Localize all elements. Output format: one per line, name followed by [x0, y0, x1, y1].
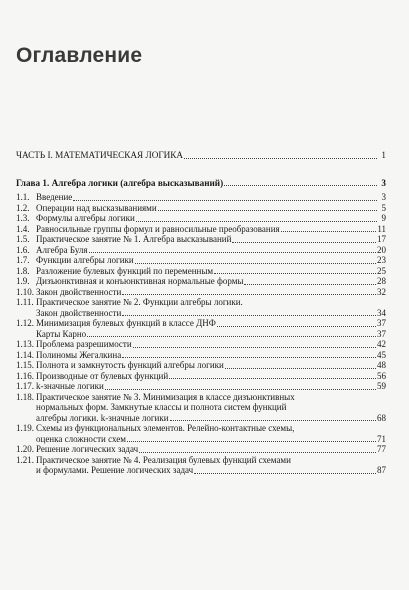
leader-dots: [122, 314, 376, 316]
toc-section-entry[interactable]: [16, 423, 386, 444]
section-title: Операции над высказываниями: [36, 202, 157, 213]
section-number: 1.14.: [16, 349, 34, 360]
section-page: 11: [377, 223, 386, 234]
section-number: 1.1.: [16, 192, 30, 202]
toc-section-entry[interactable]: [16, 276, 386, 287]
section-title: Решение логических задач: [36, 444, 139, 454]
toc-section-entry[interactable]: [16, 360, 386, 371]
section-number: 1.4.: [16, 223, 30, 234]
section-title: Схемы из функциональных элементов. Релейно-контактные схемы,: [36, 423, 295, 433]
leader-dots: [169, 377, 376, 379]
chapter-label: Глава 1. Алгебра логики (алгебра высказываний): [16, 177, 224, 188]
toc-section-entry[interactable]: [16, 245, 386, 256]
section-page: 71: [377, 433, 386, 444]
section-page: 28: [377, 276, 386, 286]
section-number: 1.11.: [16, 297, 34, 307]
section-number: 1.12.: [16, 318, 34, 328]
section-title: Производные от булевых функций: [36, 370, 169, 381]
section-title-continued: нормальных форм. Замкнутые классы и полнота систем функций: [36, 402, 287, 412]
section-number: 1.19.: [16, 423, 34, 433]
leader-dots: [281, 230, 377, 232]
section-title: Практическое занятие № 3. Минимизация в классе дизъюнктивных: [36, 391, 295, 402]
leader-dots: [244, 283, 376, 285]
section-title: Минимизация булевых функций в классе ДНФ: [36, 318, 216, 328]
section-title: Практическое занятие № 1. Алгебра высказываний: [36, 234, 232, 244]
leader-dots: [194, 472, 376, 474]
toc-section-list: [16, 192, 386, 476]
section-number: 1.16.: [16, 370, 34, 381]
toc-section-entry[interactable]: [16, 224, 386, 235]
section-page: 87: [377, 465, 386, 475]
leader-dots: [89, 251, 376, 253]
section-title-continued: алгебры логики. k-значные логики: [36, 412, 169, 423]
toc-section-entry[interactable]: [16, 381, 386, 392]
leader-dots: [105, 388, 376, 390]
leader-dots: [170, 419, 376, 421]
section-page: 45: [377, 349, 386, 360]
section-page: 37: [377, 328, 386, 339]
section-page: 32: [377, 286, 386, 297]
toc-section-entry[interactable]: [16, 234, 386, 245]
section-title: Полиномы Жегалкина: [36, 349, 122, 360]
section-number: 1.7.: [16, 255, 30, 265]
section-number: 1.2.: [16, 202, 30, 213]
section-title-continued: оценка сложности схем: [36, 433, 126, 444]
toc-section-entry[interactable]: [16, 213, 386, 224]
toc-section-entry[interactable]: [16, 371, 386, 382]
section-title: Функции алгебры логики: [36, 255, 134, 265]
toc-section-entry[interactable]: [16, 192, 386, 203]
leader-dots: [122, 356, 376, 358]
section-number: 1.10.: [16, 286, 34, 297]
leader-dots: [232, 241, 376, 243]
toc-section-entry[interactable]: [16, 255, 386, 266]
section-title: Введение: [36, 192, 73, 202]
section-page: 17: [377, 234, 386, 244]
section-title: k-значные логики: [36, 381, 104, 391]
section-title: Алгебра Буля: [36, 244, 88, 255]
section-page: 20: [377, 244, 386, 255]
leader-dots: [158, 209, 377, 211]
section-number: 1.15.: [16, 360, 34, 370]
section-number: 1.17.: [16, 381, 34, 391]
toc-section-entry[interactable]: [16, 444, 386, 455]
leader-dots: [87, 335, 376, 337]
section-title: Разложение булевых функций по переменным: [36, 265, 214, 276]
leader-dots: [135, 262, 376, 264]
section-title: Практическое занятие № 2. Функции алгебры логики.: [36, 297, 243, 307]
leader-dots: [217, 325, 376, 327]
leader-dots: [214, 272, 376, 274]
toc-part-entry[interactable]: [16, 150, 386, 161]
section-number: 1.3.: [16, 213, 30, 223]
section-number: 1.20.: [16, 444, 34, 454]
toc-section-entry[interactable]: [16, 287, 386, 298]
toc-section-entry[interactable]: [16, 350, 386, 361]
leader-dots: [136, 220, 377, 222]
section-page: 37: [377, 318, 386, 328]
section-page: 48: [377, 360, 386, 370]
toc-section-entry[interactable]: [16, 455, 386, 476]
chapter-page: 3: [381, 177, 386, 188]
section-number: 1.6.: [16, 244, 30, 255]
toc-section-entry[interactable]: [16, 339, 386, 350]
section-page: 5: [381, 202, 386, 213]
leader-dots: [73, 199, 377, 201]
leader-dots: [225, 367, 376, 369]
section-page: 34: [377, 307, 386, 318]
leader-dots: [224, 184, 377, 186]
section-page: 25: [377, 265, 386, 276]
section-title: Карты Карно: [36, 328, 87, 339]
leader-dots: [133, 346, 376, 348]
table-of-contents: [16, 150, 386, 476]
section-title: Равносильные группы формул и равносильные преобразования: [36, 223, 280, 234]
toc-section-entry[interactable]: [16, 297, 386, 318]
section-title: Полнота и замкнутость функций алгебры логики: [36, 360, 224, 370]
page-title: Оглавление: [16, 44, 143, 67]
section-number: 1.13.: [16, 339, 34, 349]
toc-section-entry[interactable]: [16, 266, 386, 277]
section-page: 42: [377, 339, 386, 349]
section-page: 68: [377, 412, 386, 423]
leader-dots: [139, 451, 376, 453]
section-title: Практическое занятие № 4. Реализация булевых функций схемами: [36, 454, 291, 465]
section-page: 3: [381, 192, 386, 202]
section-number: 1.8.: [16, 265, 30, 276]
section-title-continued: Закон двойственности: [36, 307, 122, 318]
section-number: 1.18.: [16, 391, 34, 402]
section-title-continued: и формулами. Решение логических задач: [36, 465, 194, 475]
part-label: ЧАСТЬ I. МАТЕМАТИЧЕСКАЯ ЛОГИКА: [16, 150, 184, 160]
section-title: Формулы алгебры логики: [36, 213, 135, 223]
section-page: 56: [377, 370, 386, 381]
leader-dots: [122, 293, 376, 295]
toc-section-entry[interactable]: [16, 203, 386, 214]
toc-section-entry[interactable]: [16, 318, 386, 329]
section-page: 77: [377, 444, 386, 454]
part-page: 1: [381, 150, 386, 160]
section-page: 23: [377, 255, 386, 265]
section-page: 9: [381, 213, 386, 223]
section-title: Дизъюнктивная и конъюнктивная нормальные формы: [36, 276, 244, 286]
section-title: Проблема разрешимости: [36, 339, 132, 349]
section-number: 1.9.: [16, 276, 30, 286]
toc-section-entry[interactable]: [16, 329, 386, 340]
toc-section-entry[interactable]: [16, 392, 386, 424]
section-number: 1.21.: [16, 454, 34, 465]
section-title: Закон двойственности: [36, 286, 122, 297]
section-number: 1.5.: [16, 234, 30, 244]
section-page: 59: [377, 381, 386, 391]
leader-dots: [184, 157, 377, 159]
leader-dots: [127, 440, 376, 442]
toc-chapter-entry[interactable]: [16, 178, 386, 189]
